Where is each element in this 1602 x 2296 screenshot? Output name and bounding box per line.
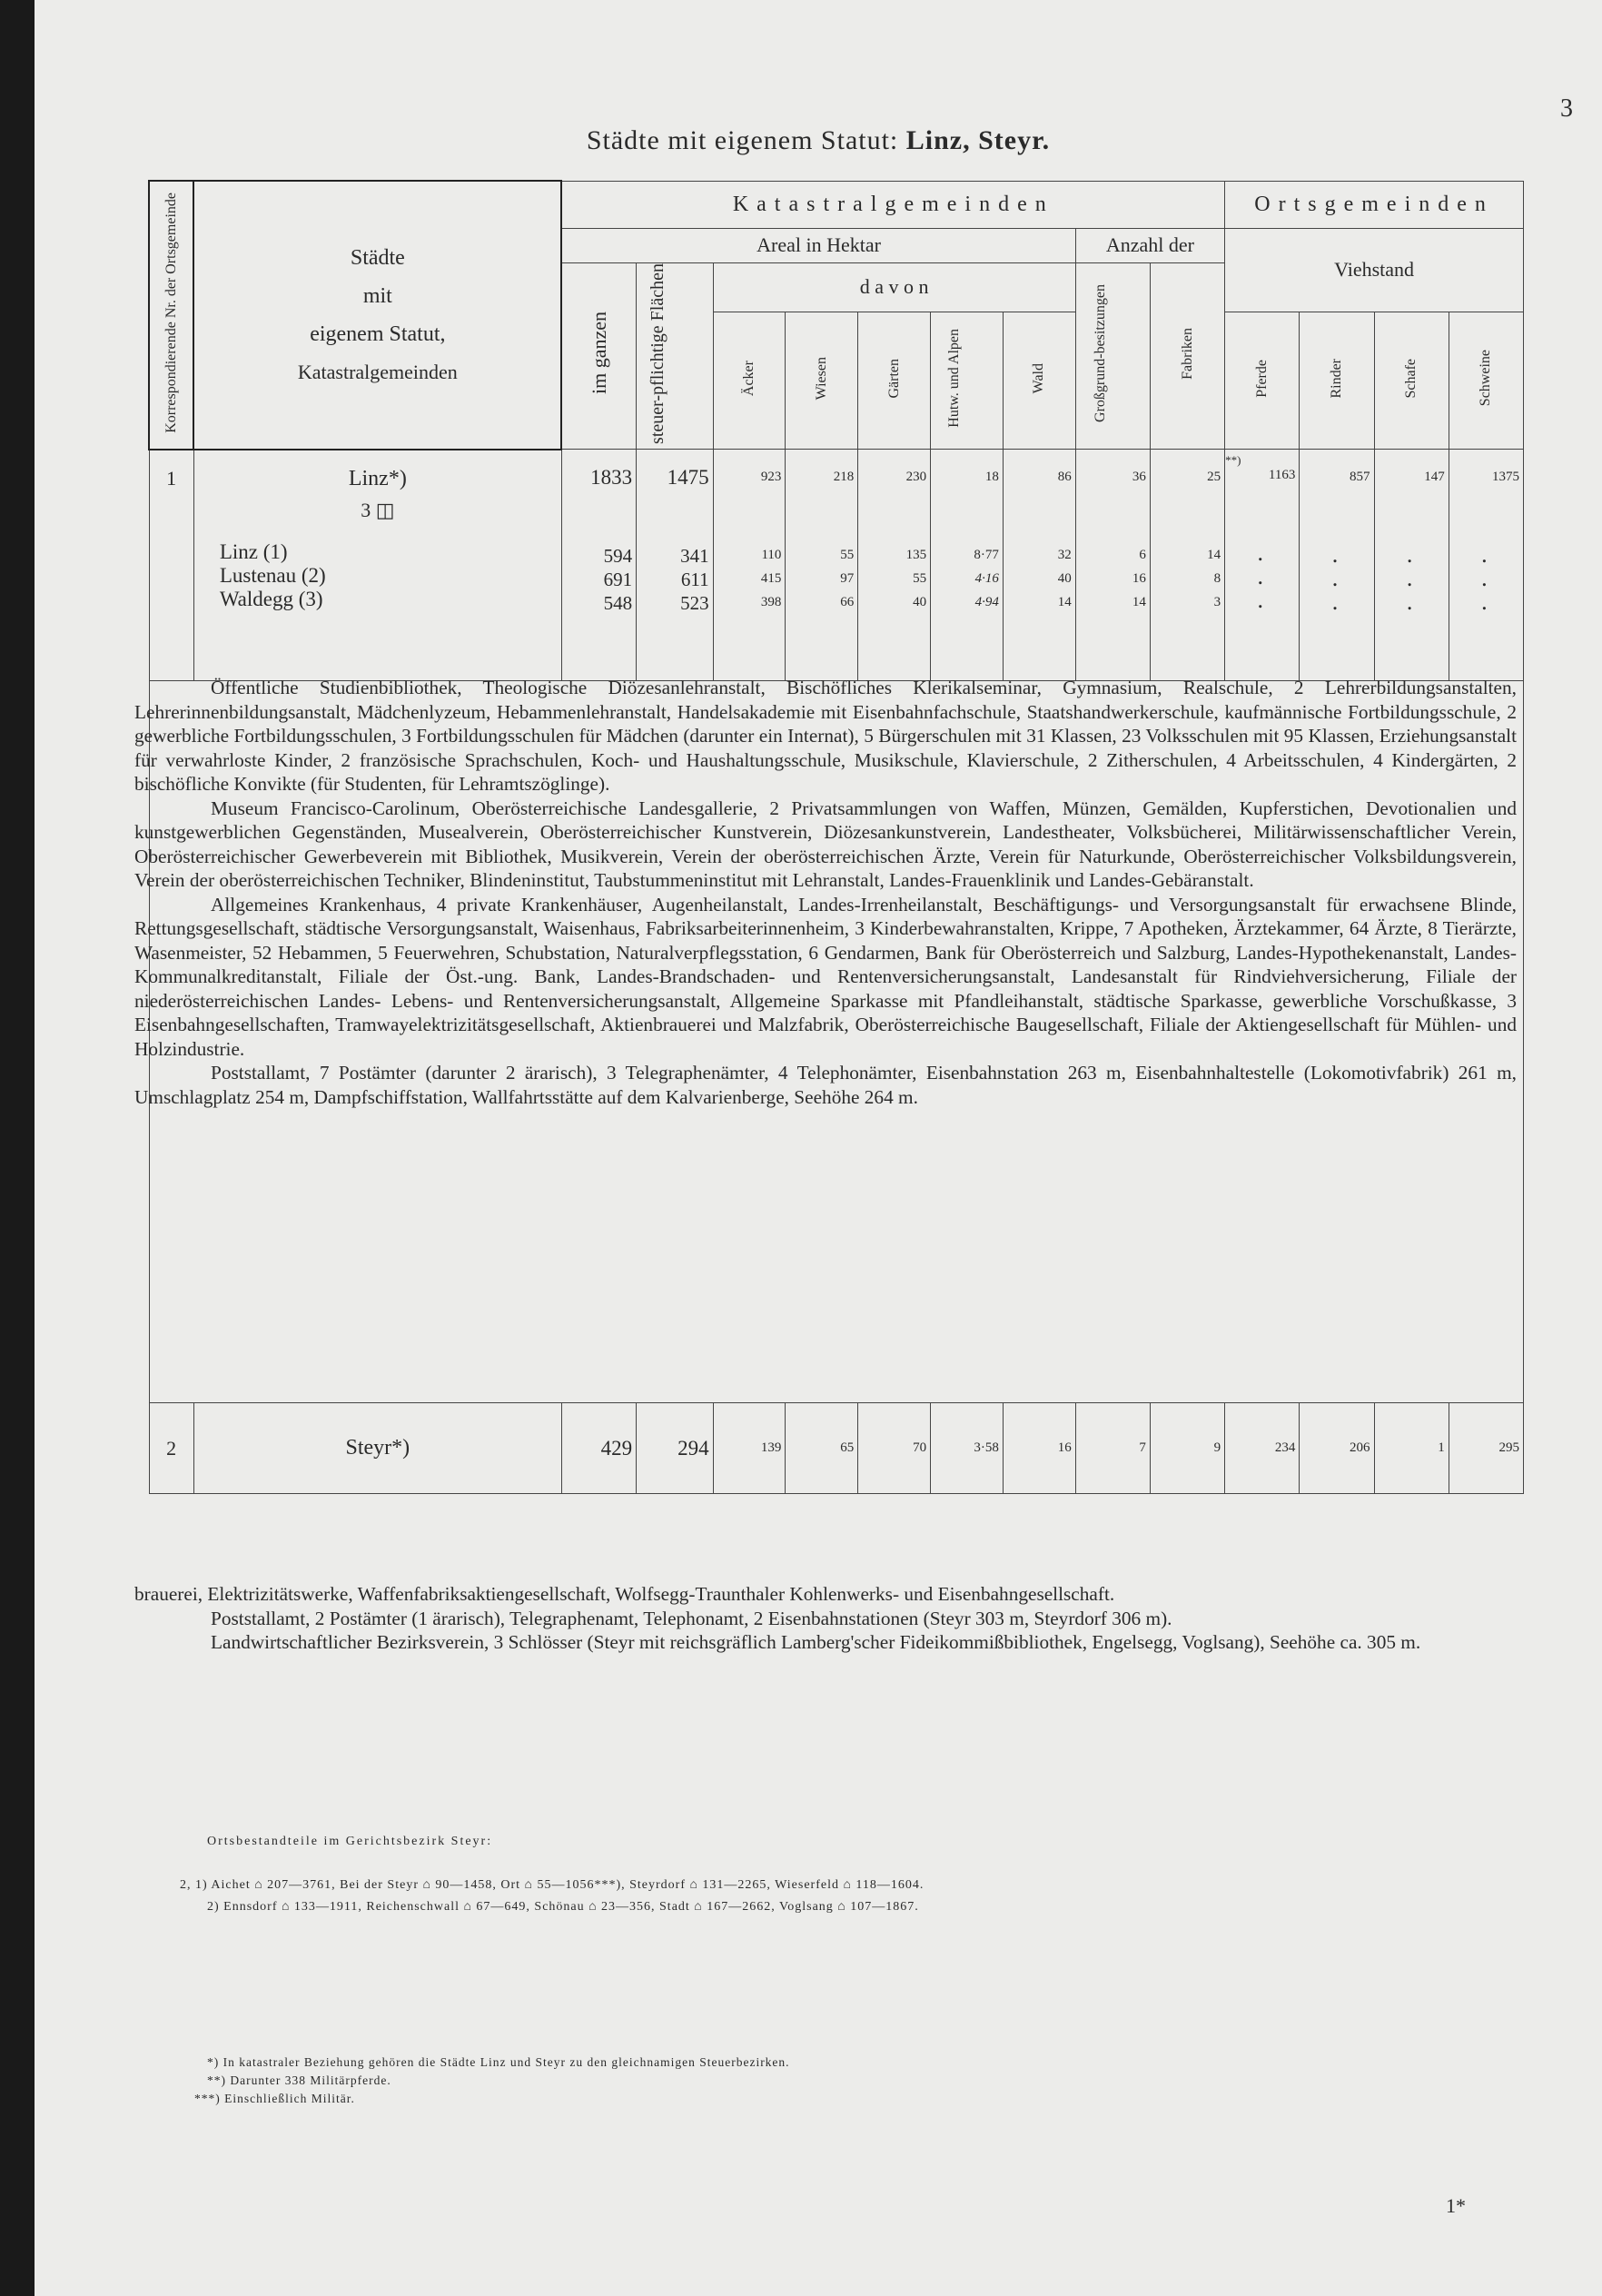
steyr-name: Steyr*) — [193, 1403, 561, 1494]
col-grossgrund: Großgrund-besitzungen — [1075, 262, 1150, 450]
linz-col-6: 86 32 40 14 — [1003, 450, 1075, 681]
footnote-1: *) In katastraler Beziehung gehören die Städte Linz und Steyr zu den gleichnamigen Steuerbezirken. — [207, 2055, 790, 2069]
steyr-text-p3: Landwirtschaftlicher Bezirksverein, 3 Schlösser (Steyr mit reichsgräflich Lamberg'scher Fideikommißbibliothek, Engelsegg, Voglsang), Seehöhe ca. 305 m. — [211, 1631, 1421, 1653]
linz-col-8: 25 14 8 3 — [1150, 450, 1224, 681]
col-wald: Wald — [1003, 312, 1075, 450]
footnote-3: ***) Einschließlich Militär. — [194, 2092, 355, 2105]
linz-col-3: 218 55 97 66 — [786, 450, 858, 681]
steyr-col-6: 16 — [1003, 1403, 1075, 1494]
steyr-col-9: 234 — [1225, 1403, 1300, 1494]
ortsbestandteile-heading: Ortsbestandteile im Gerichtsbezirk Steyr: — [207, 1835, 493, 1848]
linz-text-p2: Museum Francisco-Carolinum, Oberösterreichische Landesgallerie, 2 Privatsammlungen von Waffen, Münzen, Gemälden, Kupferstichen, Devotionalien und kunstgewerblichen Gegenständen, Musealverein, Oberösterreichischer Kunstverein, Diözesankunstverein, Landestheater, Volksbücherei, Militärwissenschaftlicher Verein, Oberösterreichischer Gewerbeverein mit Bibliothek, Musikverein, Verein der oberösterreichischen Ärzte, Verein für Naturkunde, Oberösterreichischer Volksbildungsverein, Verein der oberösterreichischen Techniker, Blindeninstitut, Taubstummeninstitut mit Lehranstalt, Landes-Frauenklinik und Landes-Gebäranstalt. — [134, 797, 1517, 891]
steyr-col-8: 9 — [1150, 1403, 1224, 1494]
col-gaerten: Gärten — [858, 312, 931, 450]
table-row-linz — [149, 450, 1524, 681]
col-schweine: Schweine — [1449, 312, 1523, 450]
steyr-col-3: 65 — [786, 1403, 858, 1494]
col-pferde: Pferde — [1225, 312, 1300, 450]
steyr-text — [134, 1582, 1517, 1655]
col-fabriken: Fabriken — [1150, 262, 1224, 450]
col-staedte: Städte mit eigenem Statut, Katastralgemeinden — [193, 181, 561, 450]
group-orts: Ortsgemeinden — [1225, 181, 1524, 228]
linz-col-1: 1475 341 611 523 — [637, 450, 714, 681]
linz-col-12: 1375 . . . — [1449, 450, 1523, 681]
steyr-col-5: 3·58 — [931, 1403, 1004, 1494]
steyr-col-7: 7 — [1075, 1403, 1150, 1494]
title-prefix: Städte mit eigenem Statut: — [586, 125, 906, 155]
col-aecker: Äcker — [713, 312, 786, 450]
signature-mark: 1* — [1446, 2194, 1466, 2217]
steyr-col-12: 295 — [1449, 1403, 1523, 1494]
table-row-steyr — [149, 1403, 1524, 1494]
steyr-text-p1: brauerei, Elektrizitätswerke, Waffenfabriksaktiengesellschaft, Wolfsegg-Traunthaler Kohlenwerks- und Eisenbahngesellschaft. — [134, 1583, 1115, 1605]
steyr-col-1: 294 — [637, 1403, 714, 1494]
page-number: 3 — [1560, 94, 1573, 123]
sub-viehstand: Viehstand — [1225, 228, 1524, 312]
col-steuerpflichtig: steuer-pflichtige Flächen — [637, 262, 714, 450]
linz-col-7: 36 6 16 14 — [1075, 450, 1150, 681]
footnote-2: **) Darunter 338 Militärpferde. — [207, 2073, 391, 2087]
col-im-ganzen: im ganzen — [561, 262, 636, 450]
col-wiesen: Wiesen — [786, 312, 858, 450]
col-corr-nr: Korrespondierende Nr. der Ortsgemeinde — [149, 181, 193, 450]
linz-text — [134, 676, 1517, 1109]
page-title — [35, 125, 1602, 156]
linz-col-0: 1833 594 691 548 — [561, 450, 636, 681]
sub-areal: Areal in Hektar — [561, 228, 1075, 262]
steyr-col-11: 1 — [1374, 1403, 1449, 1494]
ortsbestandteile-line-1: 2, 1) Aichet ⌂ 207—3761, Bei der Steyr ⌂ 90—1458, Ort ⌂ 55—1056***), Steyrdorf ⌂ 131—2265, Wieserfeld ⌂ 118—1604. — [180, 1878, 925, 1892]
steyr-text-p2: Poststallamt, 2 Postämter (1 ärarisch), Telegraphenamt, Telephonamt, 2 Eisenbahnstationen (Steyr 303 m, Steyrdorf 306 m). — [211, 1607, 1172, 1629]
steyr-col-0: 429 — [561, 1403, 636, 1494]
sub-davon: d a v o n — [713, 262, 1075, 312]
document-page — [35, 0, 1602, 2296]
linz-col-4: 230 135 55 40 — [858, 450, 931, 681]
linz-name-cell: Linz*) 3 ◫ Linz (1) Lustenau (2) Waldegg (3) — [193, 450, 561, 681]
linz-col-9: **) 1163 . . . — [1225, 450, 1300, 681]
linz-col-2: 923 110 415 398 — [713, 450, 786, 681]
title-bold: Linz, Steyr. — [905, 125, 1051, 155]
linz-text-p4: Poststallamt, 7 Postämter (darunter 2 ärarisch), 3 Telegraphenämter, 4 Telephonämter, Eisenbahnstation 263 m, Eisenbahnhaltestelle (Lokomotivfabrik) 261 m, Umschlagplatz 254 m, Dampfschiffstation, Wallfahrtsstätte auf dem Kalvarienberge, Seehöhe 264 m. — [134, 1062, 1517, 1108]
linz-col-10: 857 . . . — [1300, 450, 1374, 681]
col-rinder: Rinder — [1300, 312, 1374, 450]
col-hutweide: Hutw. und Alpen — [931, 312, 1004, 450]
ortsbestandteile-line-2: 2) Ennsdorf ⌂ 133—1911, Reichenschwall ⌂ 67—649, Schönau ⌂ 23—356, Stadt ⌂ 167—2662, Voglsang ⌂ 107—1867. — [207, 1900, 919, 1914]
col-schafe: Schafe — [1374, 312, 1449, 450]
linz-text-p1: Öffentliche Studienbibliothek, Theologische Diözesanlehranstalt, Bischöfliches Klerikalseminar, Gymnasium, Realschule, 2 Lehrerbildungsanstalten, Lehrerinnenbildungsanstalt, Mädchenlyzeum, Hebammenlehranstalt, Handelsakademie mit Eisenbahnfachschule, Staatshandwerkerschule, kaufmännische Fortbildungsschule, 2 gewerbliche Fortbildungsschulen, 3 Fortbildungsschulen für Mädchen (darunter ein Internat), 5 Bürgerschulen mit 31 Klassen, 23 Volksschulen mit 95 Klassen, Erziehungsanstalt für verwahrloste Kinder, 2 französische Sprachschulen, Koch- und Haushaltungsschule, Musikschule, Klavierschule, 2 Zitherschulen, 4 Arbeitsschulen, 4 Kindergärten, 2 bischöfliche Konvikte (für Studenten, für Lehramtszöglinge). — [134, 677, 1517, 795]
steyr-col-4: 70 — [858, 1403, 931, 1494]
sub-anzahl: Anzahl der — [1075, 228, 1224, 262]
linz-nr: 1 — [149, 450, 193, 681]
steyr-col-10: 206 — [1300, 1403, 1374, 1494]
steyr-nr: 2 — [149, 1403, 193, 1494]
linz-text-p3: Allgemeines Krankenhaus, 4 private Krankenhäuser, Augenheilanstalt, Landes-Irrenheilanstalt, Beschäftigungs- und Versorgungsanstalt für erwachsene Blinde, Rettungsgesellschaft, städtische Versorgungsanstalt, Waisenhaus, Fabriksarbeiterinnenheim, 3 Kinderbewahranstalten, Krippe, 7 Apotheken, Ärztekammer, 64 Ärzte, 8 Tierärzte, Wasenmeister, 52 Hebammen, 5 Feuerwehren, Schubstation, Naturalverpflegsstation, 6 Gendarmen, Bank für Oberösterreich und Salzburg, Landes-Hypothekenanstalt, Landes-Kommunalkreditanstalt, Filiale der Öst.-ung. Bank, Landes-Brandschaden- und Rentenversicherungsanstalt, Landesanstalt für Rindviehversicherung, Filiale der niederösterreichischen Landes- Lebens- und Rentenversicherungsanstalt, Allgemeine Sparkasse mit Pfandleihanstalt, städtische Sparkasse, gewerbliche Vorschußkasse, 3 Eisenbahngesellschaften, Tramwayelektrizitätsgesellschaft, Aktienbrauerei und Malzfabrik, Oberösterreichische Baugesellschaft, Filiale der Aktiengesellschaft für Mühlen- und Holzindustrie. — [134, 893, 1517, 1060]
steyr-col-2: 139 — [713, 1403, 786, 1494]
group-katastral: Katastralgemeinden — [561, 181, 1224, 228]
linz-col-11: 147 . . . — [1374, 450, 1449, 681]
linz-col-5: 18 8·77 4·16 4·94 — [931, 450, 1004, 681]
